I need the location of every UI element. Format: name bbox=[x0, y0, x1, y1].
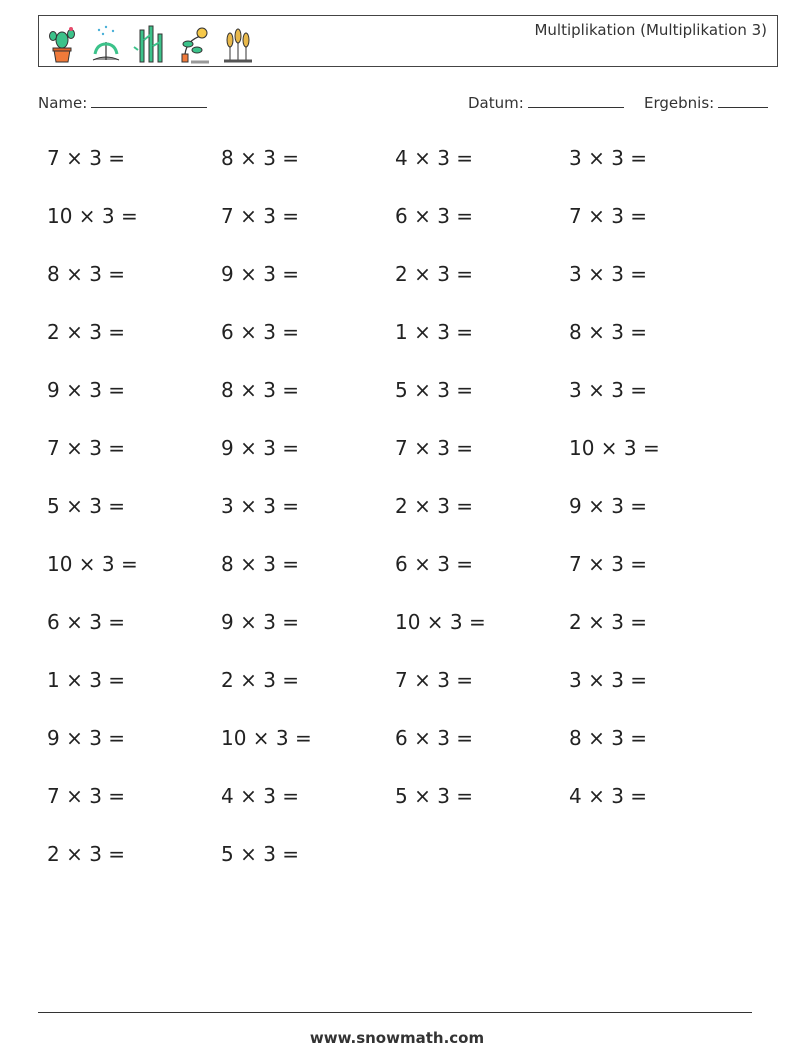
problem-item: 7 × 3 = bbox=[569, 204, 648, 228]
problem-item: 3 × 3 = bbox=[221, 494, 300, 518]
problem-item: 7 × 3 = bbox=[221, 204, 300, 228]
problem-item: 8 × 3 = bbox=[221, 146, 300, 170]
problem-item: 7 × 3 = bbox=[47, 436, 126, 460]
problem-item: 6 × 3 = bbox=[395, 552, 474, 576]
result-field bbox=[644, 93, 768, 112]
problem-item: 10 × 3 = bbox=[47, 204, 138, 228]
problem-item: 10 × 3 = bbox=[221, 726, 312, 750]
problem-item: 8 × 3 = bbox=[221, 552, 300, 576]
problem-item: 4 × 3 = bbox=[395, 146, 474, 170]
problem-item: 4 × 3 = bbox=[221, 784, 300, 808]
problem-item: 4 × 3 = bbox=[569, 784, 648, 808]
problem-item: 1 × 3 = bbox=[47, 668, 126, 692]
result-line[interactable] bbox=[718, 93, 768, 108]
problem-item: 9 × 3 = bbox=[569, 494, 648, 518]
problem-item: 9 × 3 = bbox=[221, 436, 300, 460]
problem-item: 2 × 3 = bbox=[47, 320, 126, 344]
problem-item: 6 × 3 = bbox=[395, 204, 474, 228]
header-box bbox=[38, 15, 778, 67]
problem-item: 2 × 3 = bbox=[47, 842, 126, 866]
problem-item: 2 × 3 = bbox=[569, 610, 648, 634]
date-label: Datum: bbox=[468, 94, 524, 112]
date-line[interactable] bbox=[528, 93, 624, 108]
problem-item: 7 × 3 = bbox=[395, 436, 474, 460]
problem-item: 8 × 3 = bbox=[569, 320, 648, 344]
problem-item: 2 × 3 = bbox=[395, 494, 474, 518]
bamboo-icon bbox=[133, 24, 167, 64]
problem-item: 5 × 3 = bbox=[47, 494, 126, 518]
problem-item: 10 × 3 = bbox=[47, 552, 138, 576]
problem-item: 9 × 3 = bbox=[221, 262, 300, 286]
problem-item: 10 × 3 = bbox=[395, 610, 486, 634]
problem-grid bbox=[47, 146, 743, 900]
problem-item: 7 × 3 = bbox=[47, 784, 126, 808]
flower-sprout-icon bbox=[177, 24, 211, 64]
problem-item: 6 × 3 = bbox=[47, 610, 126, 634]
problem-item: 9 × 3 = bbox=[221, 610, 300, 634]
name-line[interactable] bbox=[91, 93, 207, 108]
date-field bbox=[468, 93, 624, 112]
problem-item: 3 × 3 = bbox=[569, 378, 648, 402]
problem-item: 10 × 3 = bbox=[569, 436, 660, 460]
sprout-watering-icon bbox=[89, 24, 123, 64]
problem-item: 8 × 3 = bbox=[47, 262, 126, 286]
problem-item: 8 × 3 = bbox=[221, 378, 300, 402]
problem-item: 5 × 3 = bbox=[395, 784, 474, 808]
problem-item: 7 × 3 = bbox=[569, 552, 648, 576]
problem-item: 7 × 3 = bbox=[395, 668, 474, 692]
problem-item: 2 × 3 = bbox=[221, 668, 300, 692]
result-label: Ergebnis: bbox=[644, 94, 715, 112]
problem-item: 6 × 3 = bbox=[395, 726, 474, 750]
footer-divider bbox=[38, 1012, 752, 1013]
worksheet-title: Multiplikation (Multiplikation 3) bbox=[534, 21, 767, 39]
name-field bbox=[38, 93, 207, 112]
problem-item: 1 × 3 = bbox=[395, 320, 474, 344]
problem-item: 3 × 3 = bbox=[569, 262, 648, 286]
cactus-pot-icon bbox=[45, 24, 79, 64]
problem-item: 9 × 3 = bbox=[47, 726, 126, 750]
problem-item: 8 × 3 = bbox=[569, 726, 648, 750]
problem-item: 3 × 3 = bbox=[569, 146, 648, 170]
footer-site: www.snowmath.com bbox=[309, 1029, 485, 1047]
problem-item: 3 × 3 = bbox=[569, 668, 648, 692]
problem-item: 9 × 3 = bbox=[47, 378, 126, 402]
wheat-icon bbox=[221, 24, 255, 64]
problem-item: 2 × 3 = bbox=[395, 262, 474, 286]
problem-item: 7 × 3 = bbox=[47, 146, 126, 170]
name-label: Name: bbox=[38, 94, 88, 112]
problem-item: 5 × 3 = bbox=[221, 842, 300, 866]
header-icons bbox=[45, 20, 255, 64]
problem-item: 6 × 3 = bbox=[221, 320, 300, 344]
problem-item: 5 × 3 = bbox=[395, 378, 474, 402]
